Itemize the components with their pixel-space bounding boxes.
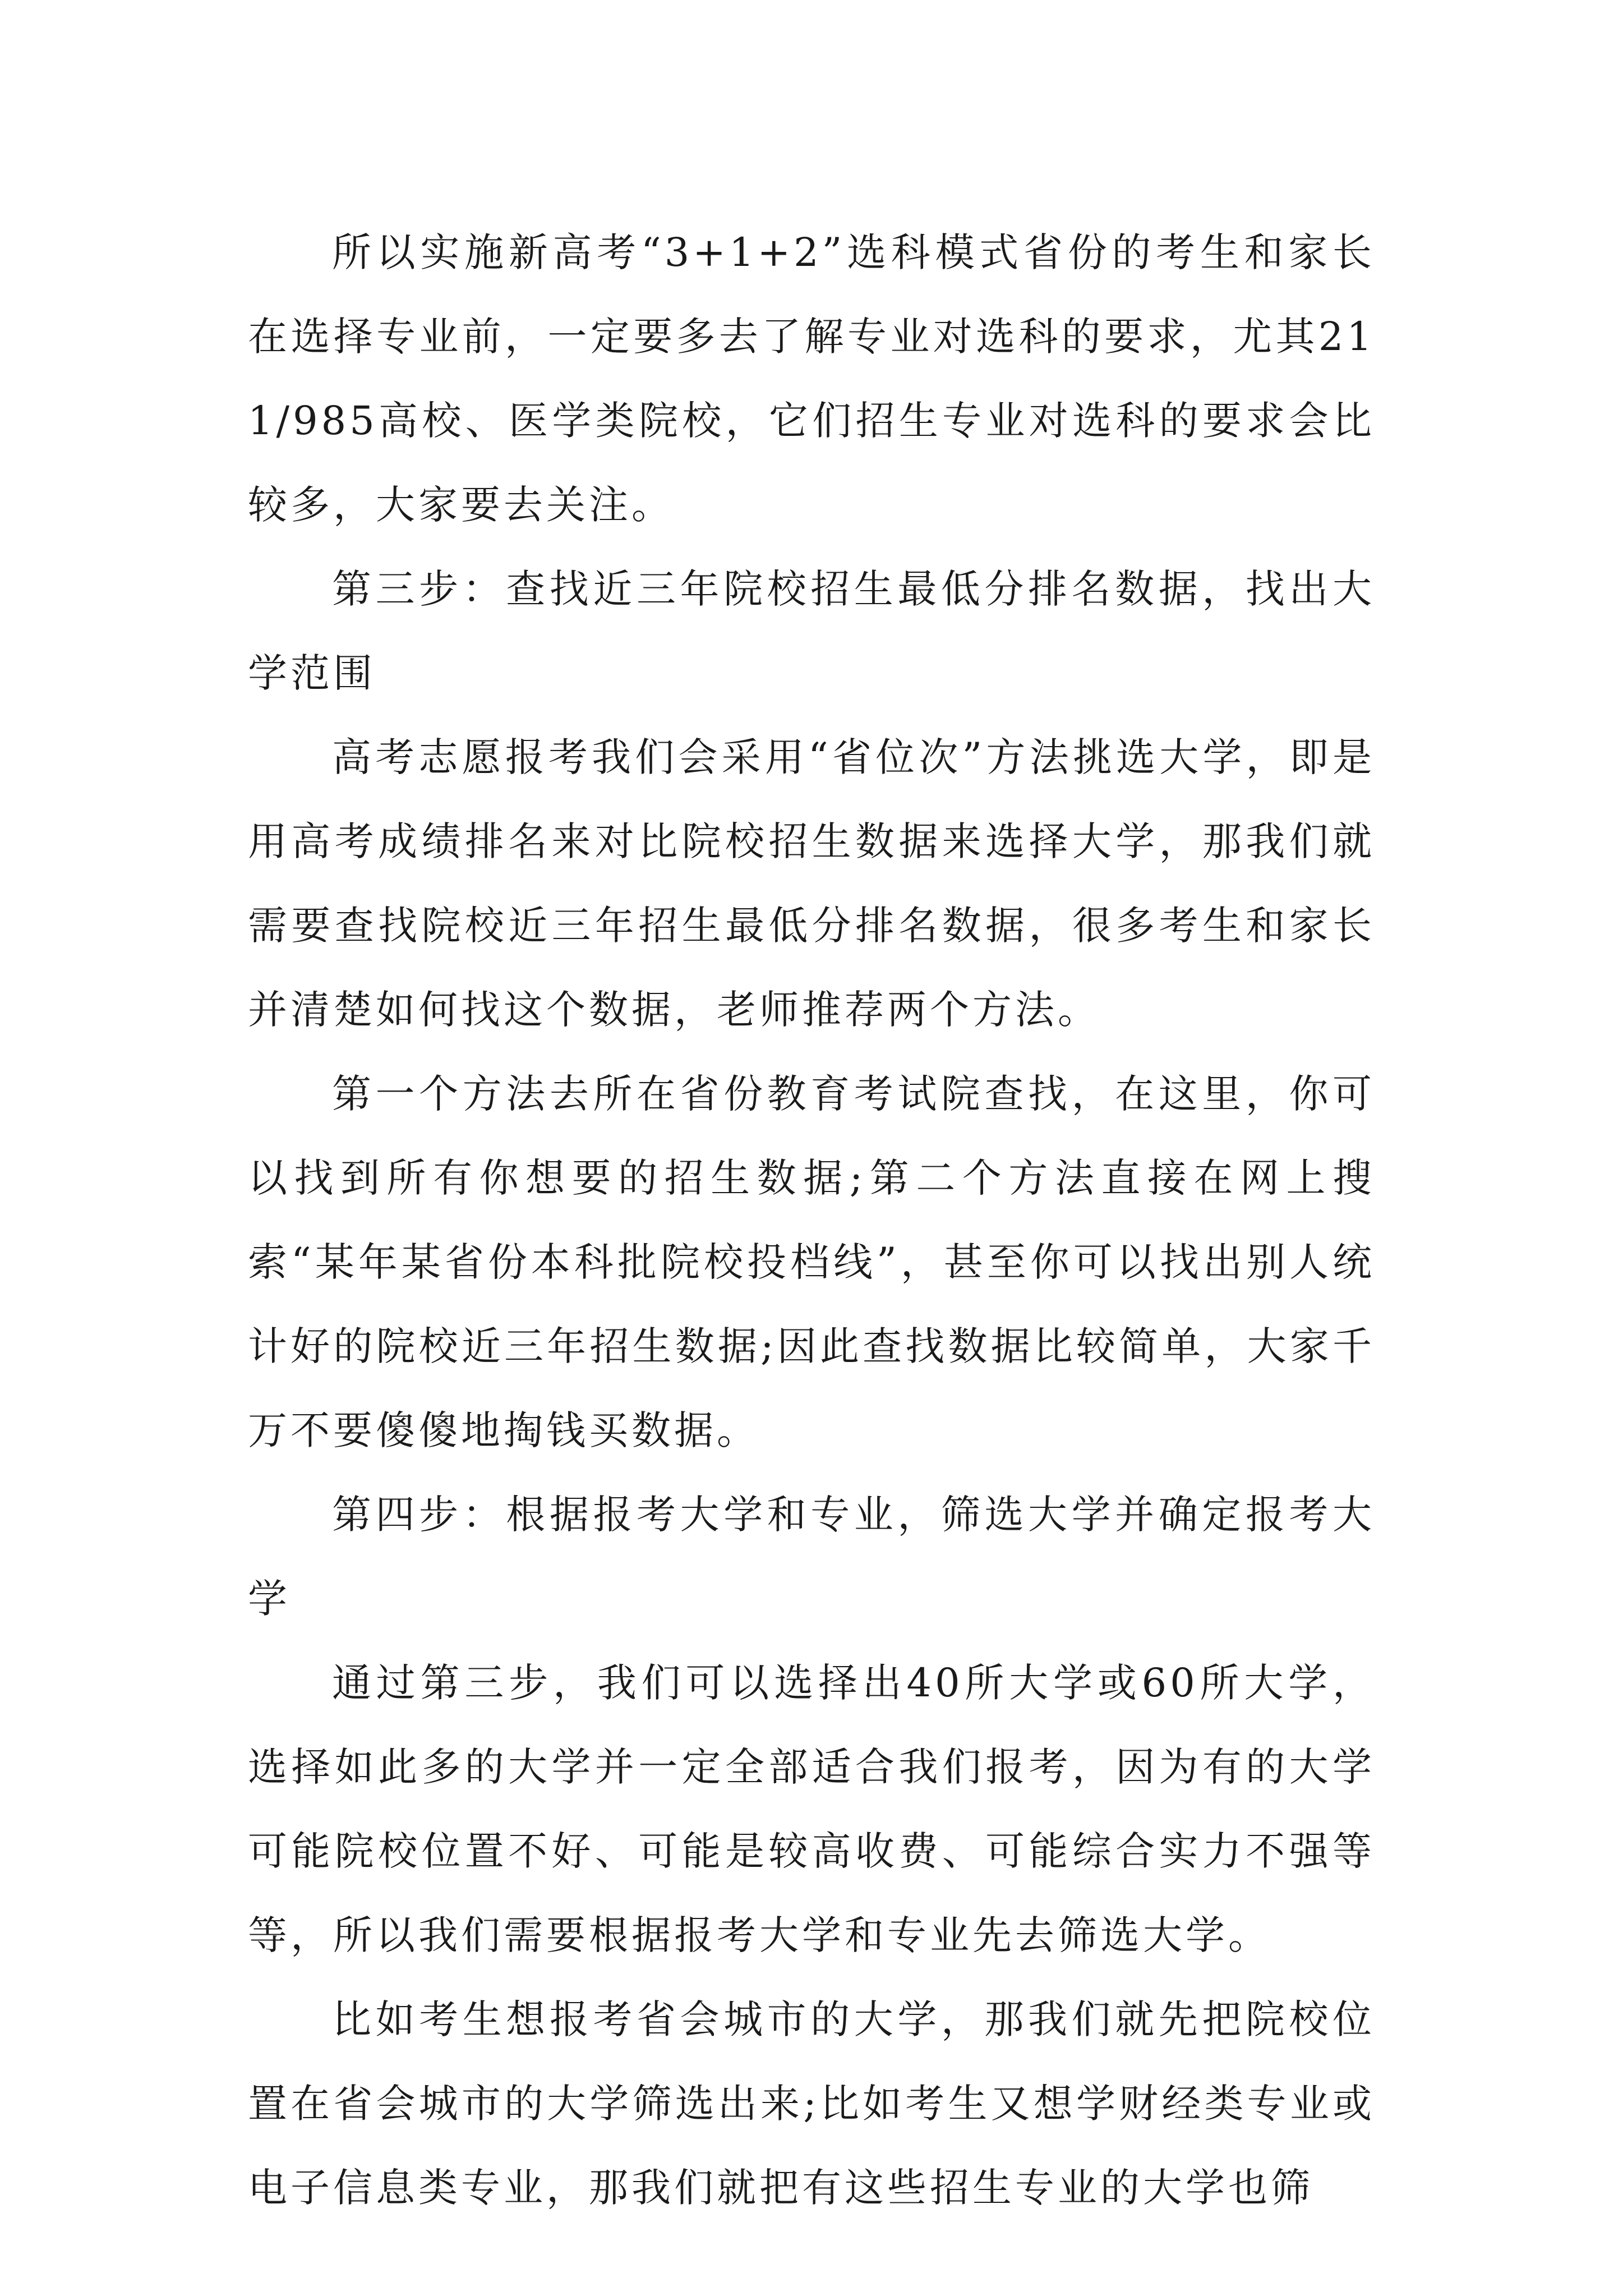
- paragraph-subject-requirements: 所以实施新高考“3+1+2”选科模式省份的考生和家长在选择专业前，一定要多去了解专业对选科的要求，尤其211/985高校、医学类院校，它们招生专业对选科的要求会比较多，大家要去关注。: [248, 229, 1375, 528]
- document-body: [248, 210, 1375, 2230]
- paragraph-filter-universities: 通过第三步，我们可以选择出40所大学或60所大学，选择如此多的大学并一定全部适合我们报考，因为有的大学可能院校位置不好、可能是较高收费、可能综合实力不强等等，所以我们需要根据报考大学和专业先去筛选大学。: [248, 1660, 1375, 1958]
- heading-step-three: 第三步：查找近三年院校招生最低分排名数据，找出大学范围: [248, 566, 1375, 696]
- paragraph-data-sources: 第一个方法去所在省份教育考试院查找，在这里，你可以找到所有你想要的招生数据;第二个方法直接在网上搜索“某年某省份本科批院校投档线”，甚至你可以找出别人统计好的院校近三年招生数据;因此查找数据比较简单，大家千万不要傻傻地掏钱买数据。: [248, 1071, 1375, 1453]
- paragraph-rank-method: 高考志愿报考我们会采用“省位次”方法挑选大学，即是用高考成绩排名来对比院校招生数据来选择大学，那我们就需要查找院校近三年招生最低分排名数据，很多考生和家长并清楚如何找这个数据，老师推荐两个方法。: [248, 734, 1375, 1033]
- paragraph-filter-example: 比如考生想报考省会城市的大学，那我们就先把院校位置在省会城市的大学筛选出来;比如考生又想学财经类专业或电子信息类专业，那我们就把有这些招生专业的大学也筛: [248, 1996, 1375, 2211]
- heading-step-four: 第四步：根据报考大学和专业，筛选大学并确定报考大学: [248, 1492, 1375, 1622]
